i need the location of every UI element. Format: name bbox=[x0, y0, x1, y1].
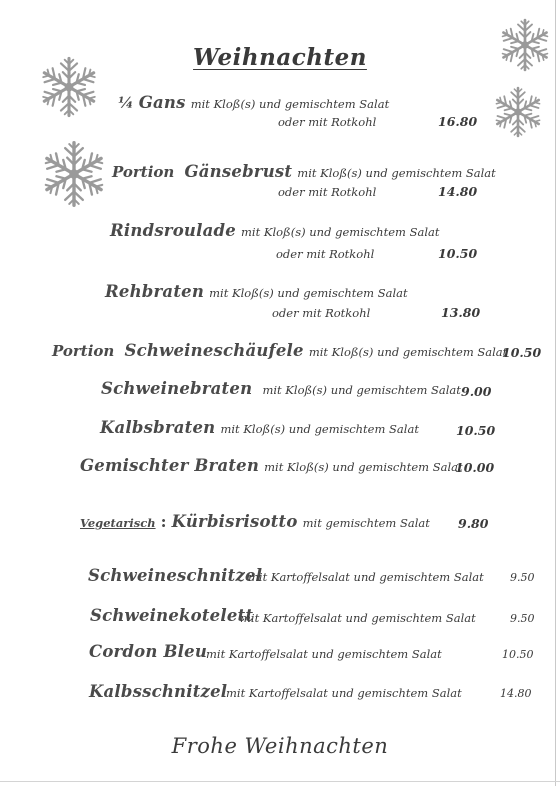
item-prefix: ¼ bbox=[118, 94, 134, 112]
dish-description: mit Kloß(s) und gemischtem Salat bbox=[308, 345, 508, 359]
dish-description: mit Kloß(s) und gemischtem Salat bbox=[220, 422, 419, 436]
footer-greeting: Frohe Weihnachten bbox=[171, 734, 389, 758]
dish-name: Schweinebraten bbox=[101, 379, 253, 398]
page-edge-bottom bbox=[0, 781, 560, 782]
menu-item bbox=[105, 282, 408, 301]
menu-item bbox=[101, 379, 461, 398]
dish-price: 10.50 bbox=[438, 246, 478, 261]
item-prefix: Portion bbox=[112, 163, 175, 181]
dish-alternative: oder mit Rotkohl bbox=[278, 185, 377, 199]
dish-alternative: oder mit Rotkohl bbox=[272, 306, 371, 320]
menu-item bbox=[80, 456, 463, 475]
dish-description: mit Kartoffelsalat und gemischtem Salat bbox=[248, 570, 484, 584]
dish-description: mit Kloß(s) und gemischtem Salat bbox=[264, 460, 463, 474]
dish-alternative: oder mit Rotkohl bbox=[276, 247, 375, 261]
menu-item bbox=[100, 418, 419, 437]
menu-item bbox=[52, 341, 507, 360]
dish-name: Schweineschäufele bbox=[124, 341, 304, 360]
dish-name: Gemischter Braten bbox=[80, 456, 260, 475]
dish-name: Rindsroulade bbox=[110, 221, 236, 240]
menu-item bbox=[110, 221, 439, 240]
dish-description: mit Kartoffelsalat und gemischtem Salat bbox=[226, 686, 462, 700]
menu-item bbox=[112, 162, 496, 181]
dish-name: Schweinekotelett bbox=[90, 606, 254, 625]
dish-price: 9.50 bbox=[510, 612, 535, 625]
dish-name: Kalbsschnitzel bbox=[89, 682, 228, 701]
dish-description: mit Kloß(s) und gemischtem Salat bbox=[297, 166, 496, 180]
dish-description: mit Kloß(s) und gemischtem Salat bbox=[190, 97, 390, 111]
dish-alternative: oder mit Rotkohl bbox=[278, 115, 377, 129]
separator: : bbox=[160, 512, 167, 531]
dish-name: Schweineschnitzel bbox=[88, 566, 263, 585]
dish-name: Kalbsbraten bbox=[100, 418, 216, 437]
dish-name: Cordon Bleu bbox=[89, 642, 208, 661]
dish-price: 10.50 bbox=[456, 423, 496, 438]
dish-name: Kürbisrisotto bbox=[171, 512, 298, 531]
dish-description: mit Kloß(s) und gemischtem Salat bbox=[241, 225, 440, 239]
dish-price: 10.50 bbox=[502, 345, 542, 360]
dish-price: 9.00 bbox=[461, 384, 492, 399]
vegetarian-label: Vegetarisch bbox=[80, 516, 156, 530]
dish-price: 10.00 bbox=[455, 460, 495, 475]
dish-description: mit Kloß(s) und gemischtem Salat bbox=[262, 383, 461, 397]
dish-name: Gänsebrust bbox=[184, 162, 293, 181]
snowflake-icon bbox=[492, 86, 544, 138]
menu-title: Weihnachten bbox=[193, 44, 367, 71]
menu-item bbox=[80, 512, 430, 531]
dish-price: 10.50 bbox=[502, 648, 534, 661]
dish-description: mit Kloß(s) und gemischtem Salat bbox=[209, 286, 408, 300]
dish-description: mit Kartoffelsalat und gemischtem Salat bbox=[240, 611, 476, 625]
snowflake-icon bbox=[40, 140, 108, 208]
menu-item bbox=[118, 93, 389, 112]
dish-name: Rehbraten bbox=[105, 282, 205, 301]
dish-price: 16.80 bbox=[438, 114, 478, 129]
dish-price: 13.80 bbox=[441, 305, 481, 320]
dish-price: 14.80 bbox=[500, 687, 532, 700]
dish-price: 14.80 bbox=[438, 184, 478, 199]
item-prefix: Portion bbox=[52, 342, 115, 360]
dish-description: mit Kartoffelsalat und gemischtem Salat bbox=[206, 647, 442, 661]
page-edge-right bbox=[555, 0, 556, 786]
dish-price: 9.50 bbox=[510, 571, 535, 584]
dish-price: 9.80 bbox=[458, 516, 489, 531]
dish-name: Gans bbox=[138, 93, 186, 112]
dish-description: mit gemischtem Salat bbox=[302, 516, 430, 530]
